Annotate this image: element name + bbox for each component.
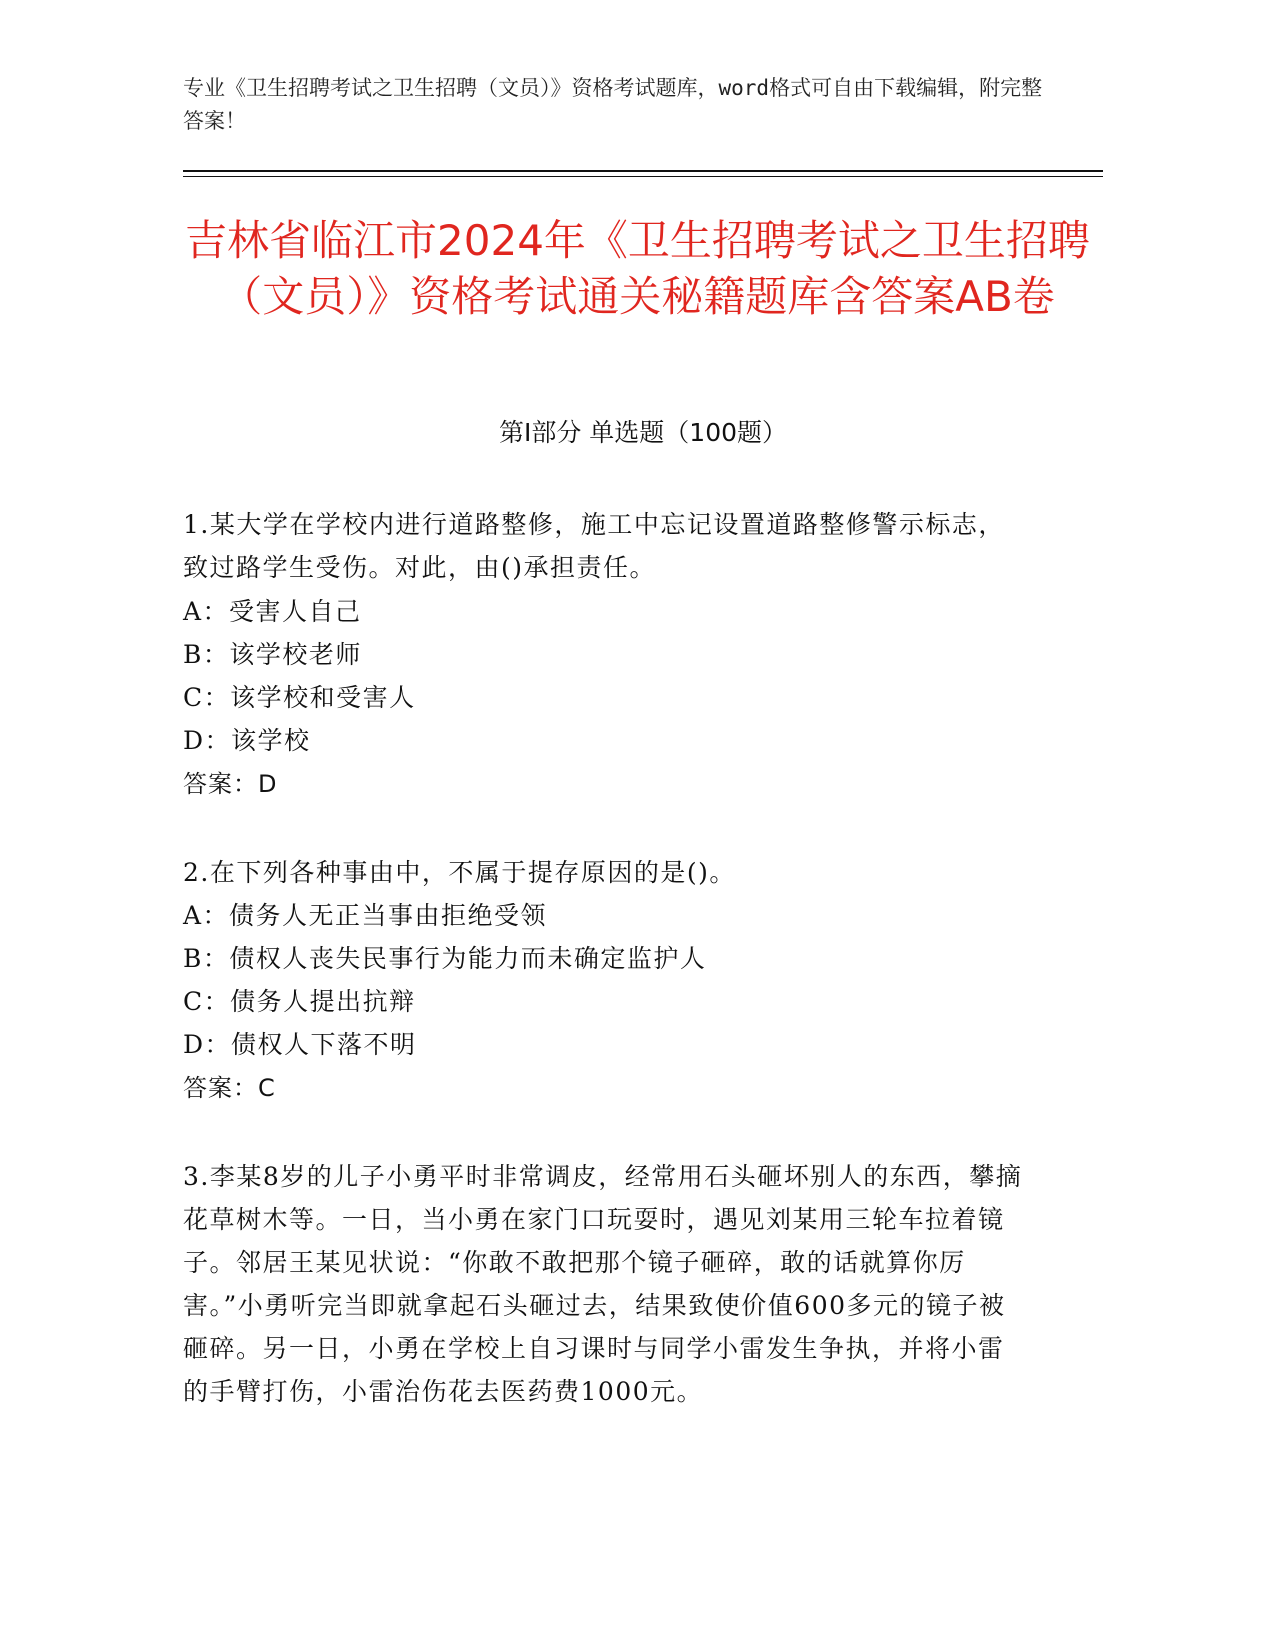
- header-divider-thin: [183, 176, 1103, 177]
- question-1-option-a: A：受害人自己: [183, 597, 362, 626]
- question-2-option-d: D：债权人下落不明: [183, 1030, 417, 1059]
- question-1-stem: 1.某大学在学校内进行道路整修，施工中忘记设置道路整修警示标志，致过路学生受伤。对此，由()承担责任。: [183, 510, 1005, 582]
- question-3-stem: 3.李某8岁的儿子小勇平时非常调皮，经常用石头砸坏别人的东西，攀摘花草树木等。一日，当小勇在家门口玩耍时，遇见刘某用三轮车拉着镜子。邻居王某见状说：“你敢不敢把那个镜子砸碎，敢的话就算你厉害。”小勇听完当即就拿起石头砸过去，结果致使价值600多元的镜子被砸碎。另一日，小勇在学校上自习课时与同学小雷发生争执，并将小雷的手臂打伤，小雷治伤花去医药费1000元。: [183, 1162, 1023, 1406]
- question-2-option-b: B：债权人丧失民事行为能力而未确定监护人: [183, 944, 707, 973]
- question-1-option-c: C：该学校和受害人: [183, 683, 416, 712]
- question-1-answer: 答案：D: [183, 770, 278, 798]
- question-1-option-d: D：该学校: [183, 726, 311, 755]
- document-title: 吉林省临江市2024年《卫生招聘考试之卫生招聘（文员）》资格考试通关秘籍题库含答案AB卷: [185, 216, 1090, 321]
- question-2-option-c: C：债务人提出抗辩: [183, 987, 416, 1016]
- question-2-option-a: A：债务人无正当事由拒绝受领: [183, 901, 548, 930]
- header-note: 专业《卫生招聘考试之卫生招聘（文员）》资格考试题库，word格式可自由下载编辑，附完整答案！: [183, 76, 1043, 133]
- question-2-answer: 答案：C: [183, 1074, 276, 1102]
- header-divider-thick: [183, 170, 1103, 172]
- section-heading: 第Ⅰ部分 单选题（100题）: [498, 418, 788, 447]
- question-1-option-b: B：该学校老师: [183, 640, 362, 669]
- question-2-stem: 2.在下列各种事由中，不属于提存原因的是()。: [183, 858, 736, 887]
